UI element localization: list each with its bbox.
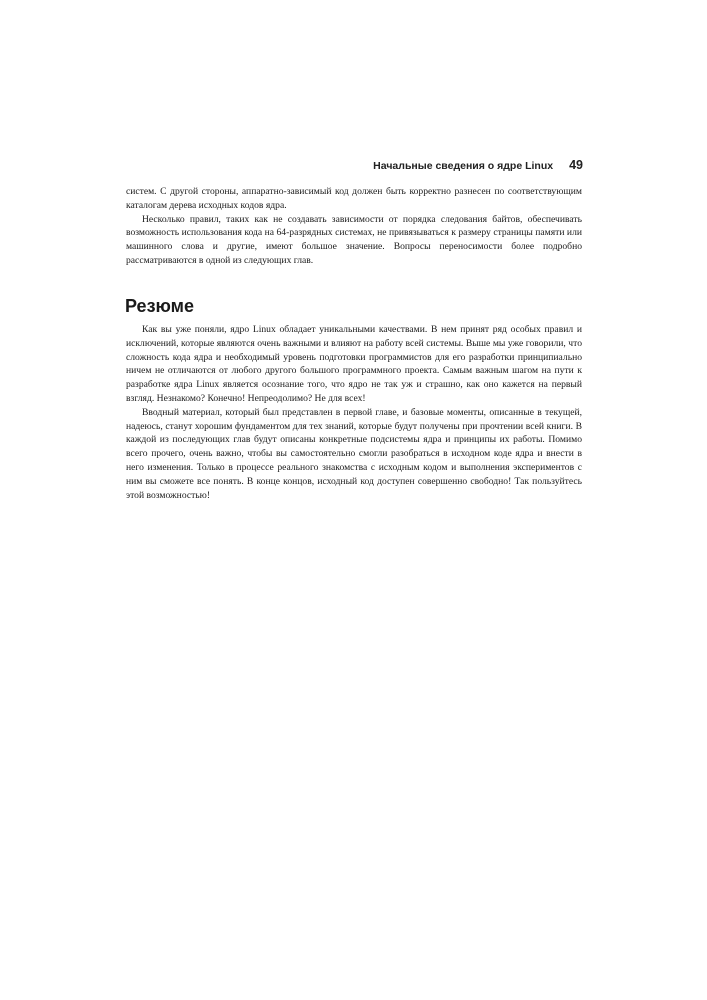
intro-paragraph-1: систем. С другой стороны, аппаратно-зависимый код должен быть корректно разнесен по соответствующим каталогам дерева исходных кодов ядра. [126,186,582,211]
page-number: 49 [569,158,583,172]
running-title: Начальные сведения о ядре Linux [373,160,554,172]
running-header [125,158,583,172]
summary-paragraph-1: Как вы уже поняли, ядро Linux обладает уникальными качествами. В нем принят ряд особых правил и исключений, которые являются очень важными и влияют на работу всей системы. Выше мы уже говорили, что сложность кода ядра и необходимый уровень подготовки программистов для его разработки принципиально ничем не отличаются от любого другого большого программного проекта. Самым важным шагом на пути к разработке ядра Linux является осознание того, что ядро не так уж и страшно, как оно кажется на первый взгляд. Незнакомо? Конечно! Непреодолимо? Не для всех! [126,324,582,404]
section-heading-summary: Резюме [125,296,194,316]
summary-paragraph-2: Вводный материал, который был представлен в первой главе, и базовые моменты, описанные в текущей, надеюсь, станут хорошим фундаментом для тех знаний, которые будут получены при прочтении всей книги. В каждой из последующих глав будут описаны конкретные подсистемы ядра и принципы их работы. Помимо всего прочего, очень важно, чтобы вы самостоятельно смогли разобраться в исходном коде ядра и внести в него изменения. Только в процессе реального знакомства с исходным кодом и выполнения экспериментов с ним вы сможете все понять. В конце концов, исходный код доступен совершенно свободно! Так пользуйтесь этой возможностью! [126,406,582,501]
intro-text [126,185,582,268]
intro-paragraph-2: Несколько правил, таких как не создавать зависимости от порядка следования байтов, обеспечивать возможность использования кода на 64-разрядных системах, не привязываться к размеру страницы памяти или машинного слова и другие, имеют большое значение. Вопросы переносимости более подробно рассматриваются в одной из следующих глав. [126,213,582,266]
summary-text [126,323,582,502]
